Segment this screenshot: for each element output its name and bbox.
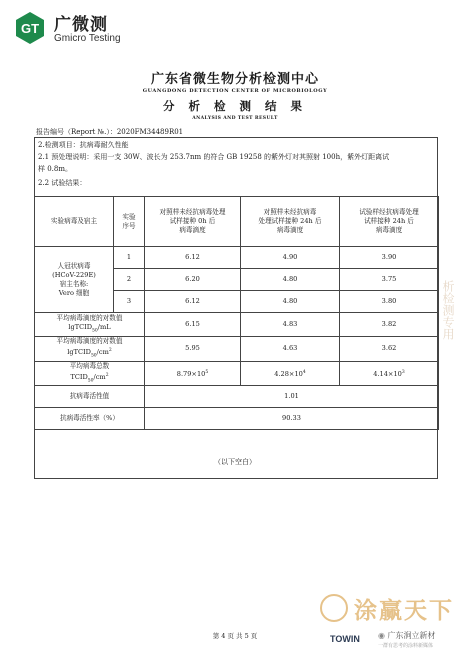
avg-ml-control-0h: 6.15 — [145, 313, 241, 337]
org-title-en: GUANGDONG DETECTION CENTER OF MICROBIOLOGY — [142, 88, 328, 94]
avg-ml-label: 平均病毒滴度的对数值 lgTCID$_{50}$/mL — [35, 313, 145, 337]
table-row — [35, 247, 439, 269]
stamp-watermark — [440, 280, 470, 370]
pretreatment-line-1: 2.1 预处理说明：采用一支 30W、波长为 253.7nm 的符合 GB 19258 的紫外灯对其照射 100h，紫外灯距离试 — [38, 153, 390, 161]
activity-label: 抗病毒活性值 — [35, 386, 145, 408]
header-treated-24h: 试验样经抗病毒处理 试样接种 24h 后 病毒滴度 — [340, 197, 439, 247]
avg-titer-control-0h: $8.79\times 10^5$ — [145, 361, 241, 386]
avg-titer-control-24h: $4.28\times 10^4$ — [241, 361, 340, 386]
value-control-24h: 4.80 — [241, 269, 340, 291]
table-row-avg-titer — [35, 361, 439, 386]
virus-strain: (HCoV-229E) — [52, 270, 96, 279]
sample-no: 2 — [114, 269, 145, 291]
header-control-0h: 对照样未经抗病毒处理 试样接种 0h 后 病毒滴度 — [145, 197, 241, 247]
wechat-account: ◉ 广东涧立新材 — [378, 631, 436, 640]
wechat-icon: ◉ — [378, 631, 385, 640]
table-row-activity — [35, 386, 439, 408]
logo-chinese-name: 广微测 — [54, 15, 108, 35]
virus-host-cell — [35, 247, 114, 313]
sample-no: 3 — [114, 291, 145, 313]
avg-cm2-control-0h: 5.95 — [145, 337, 241, 362]
table-row-rate — [35, 408, 439, 430]
header-control-24h: 对照样未经抗病毒 处理试样接种 24h 后 病毒滴度 — [241, 197, 340, 247]
stamp-text: 析检测专用 — [441, 280, 455, 340]
avg-ml-control-24h: 4.83 — [241, 313, 340, 337]
table-header-row — [35, 197, 439, 247]
report-number: 报告编号（Report №.）：2020FM34489R01 — [36, 128, 184, 136]
header-sample-no: 实验 序号 — [114, 197, 145, 247]
brand-slogan: 一群有思考的涂料新媒体 — [378, 643, 434, 649]
avg-cm2-label: 平均病毒滴度的对数值 $lgTCID_{50}/cm^2$ — [35, 337, 145, 362]
brand-name: 涂赢天下 — [354, 598, 454, 624]
results-label: 2.2 试验结果： — [38, 179, 87, 187]
result-title-cn: 分 析 检 测 结 果 — [162, 99, 308, 113]
virus-name: 人冠状病毒 — [57, 261, 91, 270]
host-cell: Vero 细胞 — [58, 288, 90, 297]
table-row-avg-ml — [35, 313, 439, 337]
brand-circle-icon — [320, 594, 348, 622]
avg-titer-label: 平均病毒总数 $TCID_{50}/cm^2$ — [35, 361, 145, 386]
avg-cm2-control-24h: 4.63 — [241, 337, 340, 362]
company-logo-icon — [13, 11, 47, 45]
rate-value: 90.33 — [145, 408, 439, 430]
blank-note: （以下空白） — [214, 458, 256, 466]
pretreatment-line-2: 样 0.8m。 — [38, 165, 72, 173]
value-control-0h: 6.12 — [145, 247, 241, 269]
logo-english-name: Gmicro Testing — [54, 33, 121, 44]
sample-no: 1 — [114, 247, 145, 269]
value-control-24h: 4.90 — [241, 247, 340, 269]
value-treated-24h: 3.90 — [340, 247, 439, 269]
activity-value: 1.01 — [145, 386, 439, 408]
brand-watermark — [318, 592, 468, 652]
host-label: 宿主名称: — [59, 279, 89, 288]
results-table — [34, 196, 439, 430]
avg-cm2-treated-24h: 3.62 — [340, 337, 439, 362]
page-number: 第 4 页 共 5 页 — [212, 632, 258, 640]
logo-mark: GT — [20, 21, 40, 36]
value-treated-24h: 3.75 — [340, 269, 439, 291]
value-treated-24h: 3.80 — [340, 291, 439, 313]
value-control-0h: 6.20 — [145, 269, 241, 291]
rate-label: 抗病毒活性率（%） — [35, 408, 145, 430]
avg-ml-treated-24h: 3.82 — [340, 313, 439, 337]
brand-towin: TOWIN — [330, 634, 360, 644]
result-title-en: ANALYSIS AND TEST RESULT — [192, 116, 278, 121]
test-item: 2.检测项目：抗病毒耐久性能 — [38, 141, 129, 149]
header-virus-host: 实验病毒及宿主 — [35, 197, 114, 247]
avg-titer-treated-24h: $4.14\times 10^3$ — [340, 361, 439, 386]
value-control-0h: 6.12 — [145, 291, 241, 313]
value-control-24h: 4.80 — [241, 291, 340, 313]
org-title-cn: 广东省微生物分析检测中心 — [150, 72, 319, 87]
table-row-avg-cm2 — [35, 337, 439, 362]
